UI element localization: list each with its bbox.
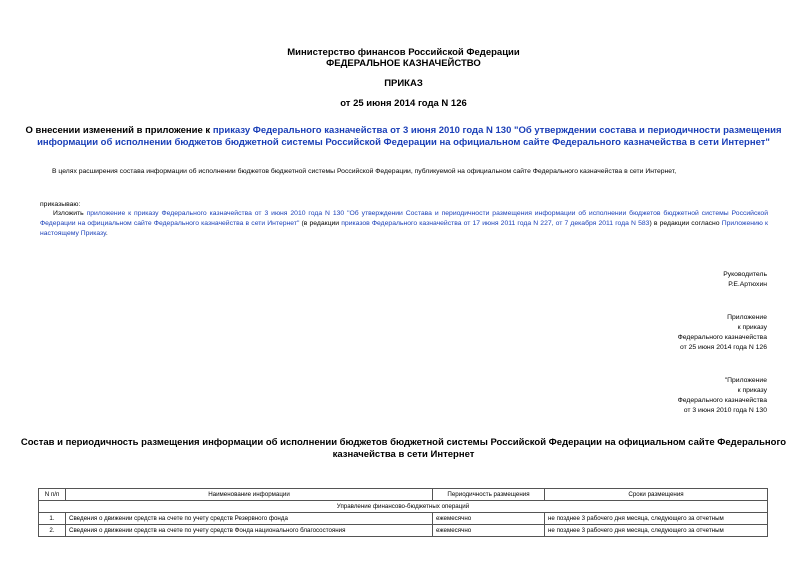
header-number: N п/п	[39, 489, 66, 501]
appendix2-line3: Федерального казначейства	[677, 397, 767, 404]
body-text-1: Изложить	[53, 210, 87, 217]
composition-title	[0, 437, 807, 461]
table-header-row	[39, 489, 768, 501]
title-link-line1[interactable]: приказу Федерального казначейства от 3 июня 2010 года N 130 "Об утверждении состава и периодичности размещения	[212, 125, 782, 136]
body-text-3: ) в редакции согласно	[649, 220, 722, 227]
row-deadline: не позднее 3 рабочего дня месяца, следующего за отчетным	[545, 513, 768, 525]
order-date: от 25 июня 2014 года N 126	[340, 98, 467, 109]
body-text-2: (в редакции	[299, 220, 342, 227]
composition-title-line2: казначейства в сети Интернет	[332, 449, 475, 460]
document-title	[0, 125, 807, 149]
signature-name: Р.Е.Артюхин	[728, 281, 767, 288]
appendix1-line1: Приложение	[727, 314, 767, 321]
table-row	[39, 513, 768, 525]
header-info-name: Наименование информации	[66, 489, 433, 501]
signature-role: Руководитель	[723, 271, 767, 278]
row-periodicity: ежемесячно	[433, 513, 545, 525]
appendix1-line4: от 25 июня 2014 года N 126	[679, 344, 767, 351]
ministry-name: Министерство финансов Российской Федерации	[287, 47, 520, 58]
row-number: 1.	[39, 513, 66, 525]
decree-word: приказываю:	[40, 201, 81, 208]
row-periodicity: ежемесячно	[433, 525, 545, 537]
appendix2-line2: к приказу	[737, 387, 767, 394]
body-link-appendix-current[interactable]: Приложению к настоящему Приказу	[40, 220, 768, 237]
composition-table	[38, 488, 768, 537]
appendix2-line1: "Приложение	[724, 377, 767, 384]
appendix-block-current	[678, 313, 767, 353]
body-text-4: .	[105, 230, 108, 237]
body-paragraph	[40, 209, 768, 239]
body-link-appendix[interactable]: приложение к приказу Федерального казначейства от 3 июня 2010 года N 130 "Об утверждении Состава и периодичности размещения информации об исполнении бюджетов бюджетной системы Российской Федерации на официальном сайте Федерального казначейства в сети Интернет"	[40, 210, 768, 227]
appendix1-line3: Федерального казначейства	[677, 334, 767, 341]
section-label: Управление финансово-бюджетных операций	[39, 501, 768, 513]
appendix-block-original	[678, 376, 767, 416]
table-section-row	[39, 501, 768, 513]
body-link-orders[interactable]: приказов Федерального казначейства от 17 июня 2011 года N 227, от 7 декабря 2011 года N 583	[341, 220, 650, 227]
title-prefix: О внесении изменений в приложение к	[25, 125, 213, 136]
header-deadline: Сроки размещения	[545, 489, 768, 501]
header-periodicity: Периодичность размещения	[433, 489, 545, 501]
signature-block	[723, 270, 767, 290]
intro-paragraph: В целях расширения состава информации об исполнении бюджетов бюджетной системы Российской Федерации, публикуемой на официальном сайте Федерального казначейства в сети Интернет,	[52, 168, 677, 175]
row-info-name: Сведения о движении средств на счете по учету средств Фонда национального благосостояния	[66, 525, 433, 537]
row-deadline: не позднее 3 рабочего дня месяца, следующего за отчетным	[545, 525, 768, 537]
table-row	[39, 525, 768, 537]
row-number: 2.	[39, 525, 66, 537]
treasury-name: ФЕДЕРАЛЬНОЕ КАЗНАЧЕЙСТВО	[326, 58, 481, 69]
title-link-line2[interactable]: информации об исполнении бюджетов бюджетной системы Российской Федерации на официальном сайте Федерального казначейства в сети Интернет"	[37, 137, 770, 148]
appendix1-line2: к приказу	[737, 324, 767, 331]
row-info-name: Сведения о движении средств на счете по учету средств Резервного фонда	[66, 513, 433, 525]
appendix2-line4: от 3 июня 2010 года N 130	[683, 407, 767, 414]
composition-title-line1: Состав и периодичность размещения информации об исполнении бюджетов бюджетной системы Российской Федерации на официальном сайте Федерального	[20, 437, 787, 448]
order-kind: ПРИКАЗ	[384, 78, 423, 89]
